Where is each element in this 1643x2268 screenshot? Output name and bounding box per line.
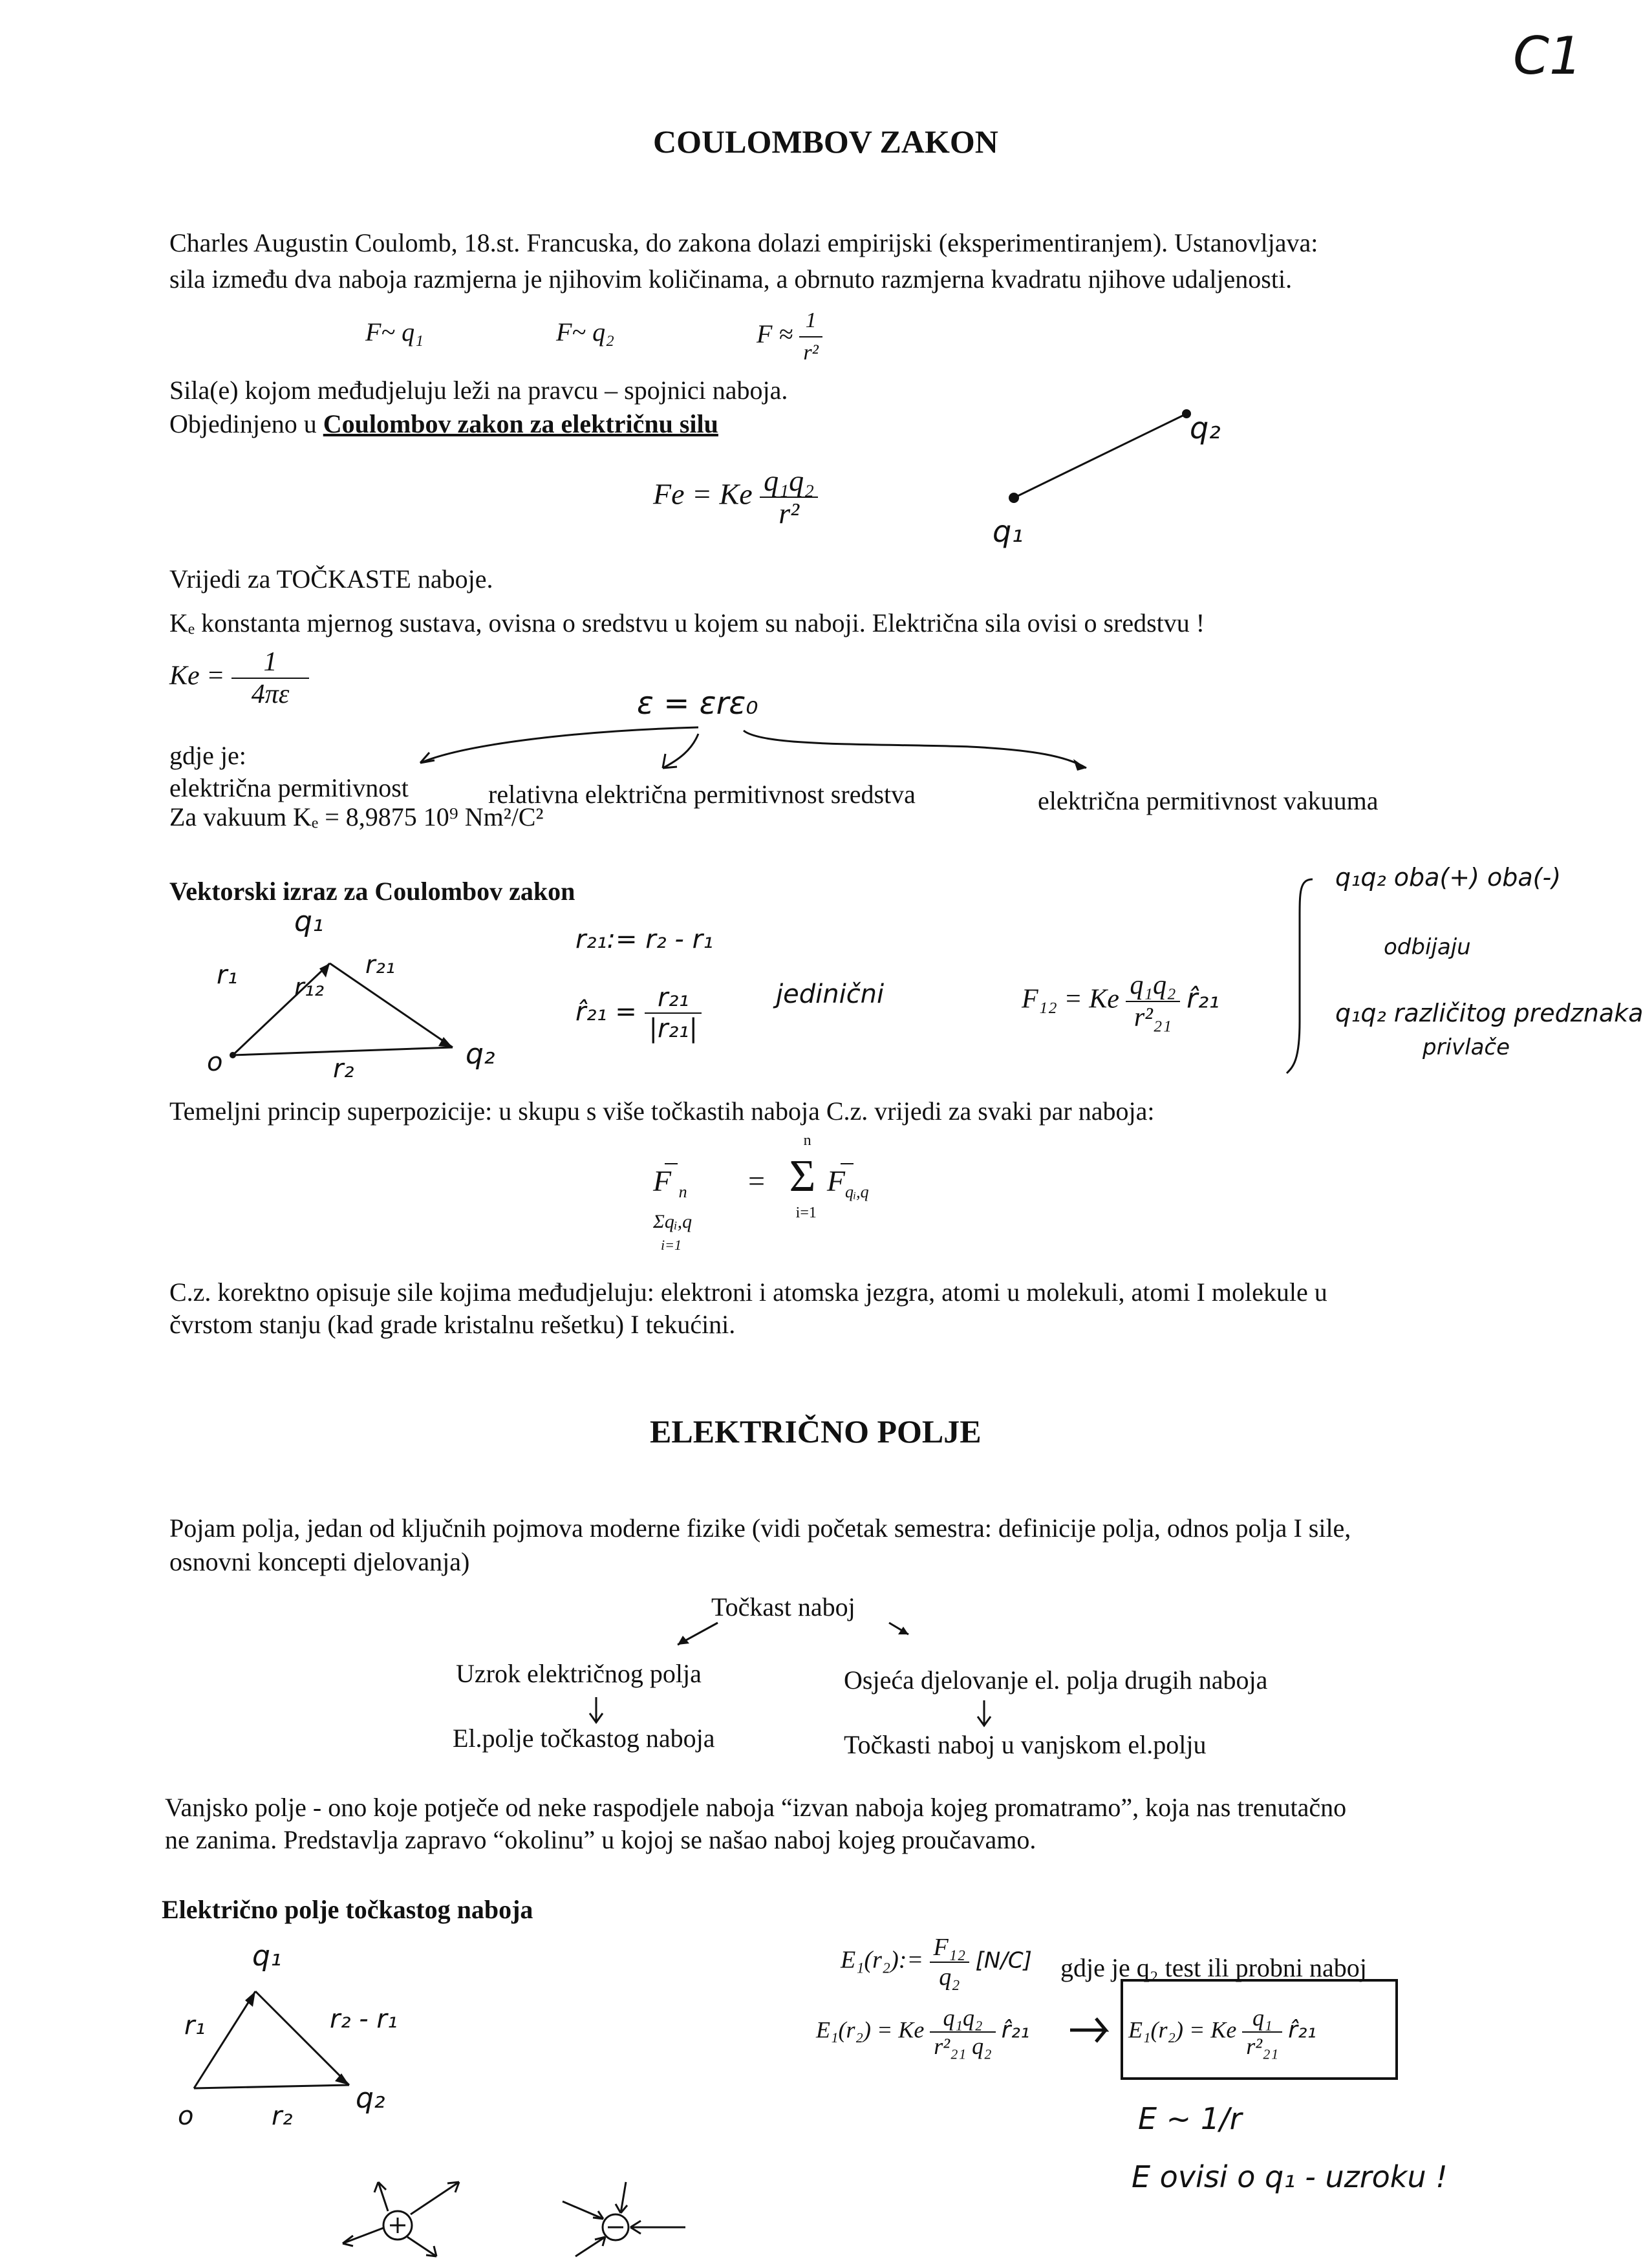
e-result-formula: E₁(r₂) = Ke $\frac{\text{q₁}}{\text{r²₂₁}}$ r̂₂₁ [1128,2005,1316,2059]
cause-label: Uzrok električnog polja [456,1659,702,1688]
section-title-field: ELEKTRIČNO POLJE [650,1413,982,1450]
field-intro-1: Pojam polja, jedan od ključnih pojmova moderne fizike (vidi početak semestra: definicije polja, odnos polja I sile, [169,1514,1351,1543]
e-proportional-note: E ~ 1/r [1138,2101,1242,2136]
proportional-q2: F~ q₂ [556,317,614,347]
page-label: C1 [1513,26,1582,86]
vec-r21-definition: r₂₁:= r₂ - r₁ [575,925,714,954]
margin-note-same-sign: q₁q₂ oba(+) oba(-) [1335,863,1562,892]
margin-brace [1287,879,1313,1073]
superposition-formula: F $_n$ Σqᵢ,q i=1 = n Σ i=1 $F_{qᵢ,q}$ [653,1132,869,1253]
tri-label-r1: r₁ [217,960,238,990]
where-label: gdje je: [169,741,246,770]
coulomb-law-formula: Fe = Ke $\frac{\text{q₁q₂}}{\text{r²}}$ [653,465,818,529]
proportional-q1: F~ q₁ [365,317,424,347]
vacuum-ke-value: Za vakuum Kₑ = 8,9875 10⁹ Nm²/C² [169,802,544,831]
diagram-label-q2: q₂ [1190,411,1221,445]
feels-label: Osjeća djelovanje el. polja drugih naboja [844,1665,1268,1695]
tri-label-q1: q₁ [294,905,324,938]
tri-label-r12: r₁₂ [294,973,325,1001]
tri2-label-o: o [178,2101,194,2131]
margin-note-diff-sign: q₁q₂ različitog predznaka [1335,999,1643,1027]
superposition-text: Temeljni princip superpozicije: u skupu s više točkastih naboja C.z. vrijedi za svaki par naboja: [169,1097,1155,1126]
tri-label-q2: q₂ [466,1038,495,1071]
e-definition-formula: E₁(r₂):= $\frac{\text{F₁₂}}{\text{q₂}}$ [N/C] [841,1934,1032,1991]
diagram-label-q1: q₁ [993,514,1024,549]
vec-unit-formula: r̂₂₁ = $\frac{\text{r₂₁}}{\text{|r₂₁|}}$ [575,983,702,1043]
tri2-label-r21: r₂ - r₁ [330,2004,398,2034]
implies-arrow [1070,2018,1106,2042]
tri-label-o: o [207,1047,223,1077]
tri2-label-q2: q₂ [356,2082,385,2115]
vector-heading: Vektorski izraz za Coulombov zakon [169,877,575,906]
tri2-label-q1: q₁ [252,1940,282,1973]
charge-connecting-line [1014,414,1187,498]
external-field-line-2: ne zanima. Predstavlja zapravo “okolinu” u kojoj se našao naboj kojeg proučavamo. [165,1825,1036,1854]
tri-origin-dot [230,1052,236,1058]
epsilon-equation: ε = εrε₀ [637,685,758,722]
cz-line-2: čvrstom stanju (kad grade kristalnu rešetku) I tekućini. [169,1310,736,1339]
point-field-heading: Električno polje točkastog naboja [162,1895,533,1924]
margin-note-repel: odbijaju [1384,934,1471,960]
arrow-to-vacuum-perm [744,731,1086,768]
intro-line-2: sila između dva naboja razmjerna je njihovim količinama, a obrnuto razmjerna kvadratu njihove udaljenosti. [169,264,1293,294]
point-in-external-label: Točkasti naboj u vanjskom el.polju [844,1730,1207,1759]
field-intro-2: osnovni koncepti djelovanja) [169,1547,470,1576]
section-title-coulomb: COULOMBOV ZAKON [653,123,998,160]
cz-line-1: C.z. korektno opisuje sile kojima međudjeluju: elektroni i atomska jezgra, atomi u molekuli, atomi I molekule u [169,1278,1327,1307]
proportional-r: F ≈ $\frac{1}{\text{r²}}$ [757,305,822,369]
unified-text: Objedinjeno u Coulombov zakon za električnu silu [169,409,718,438]
arrow-to-electric-perm [420,727,698,763]
charge-q1-dot [1009,493,1019,503]
vec-unit-note: jedinični [776,979,885,1009]
field-of-point-label: El.polje točkastog naboja [453,1724,715,1753]
line-direction-text: Sila(e) kojom međudjeluju leži na pravcu – spojnici naboja. [169,376,788,405]
tri2-label-r2: r₂ [272,2101,293,2131]
vacuum-permittivity-label: električna permitivnost vakuuma [1038,786,1379,815]
point-charges-text: Vrijedi za TOČKASTE naboje. [169,564,493,594]
tri2-r2-line [194,2085,349,2088]
electric-permittivity-label: električna permitivnost [169,773,409,802]
margin-note-attract: privlače [1423,1034,1510,1060]
ke-sentence: Kₑ konstanta mjernog sustava, ovisna o sredstvu u kojem su naboji. Električna sila ovisi o sredstvu ! [169,608,1205,637]
vec-force-formula: F₁₂ = Ke $\frac{\text{q₁q₂}}{\text{r²₂₁}}$ r̂₂₁ [1022,970,1220,1032]
external-field-line-1: Vanjsko polje - ono koje potječe od neke raspodjele naboja “izvan naboja kojeg promatramo”, koja nas trenutačno [165,1793,1347,1822]
arrow-to-relative-perm [663,734,698,768]
ke-formula: Ke = $\frac{1}{4\pi\varepsilon}$ [169,647,309,710]
point-charge-label: Točkast naboj [711,1592,855,1621]
e-intermediate-formula: E₁(r₂) = Ke $\frac{\text{q₁q₂}}{\text{r²₂₁ q₂}}$ r̂₂₁ [816,2005,1030,2059]
e-depends-note: E ovisi o q₁ - uzroku ! [1132,2159,1448,2194]
tri-label-r21: r₂₁ [365,950,396,979]
intro-line-1: Charles Augustin Coulomb, 18.st. Francuska, do zakona dolazi empirijski (eksperimentiranjem). Ustanovljava: [169,228,1318,257]
relative-permittivity-label: relativna električna permitivnost sredstva [488,780,916,809]
e-definition-note: gdje je q₂ test ili probni naboj [1060,1953,1367,1982]
tri2-label-r1: r₁ [184,2011,206,2040]
arrow-head-vacuum-perm [1073,759,1086,771]
tri-label-r2: r₂ [333,1054,354,1084]
